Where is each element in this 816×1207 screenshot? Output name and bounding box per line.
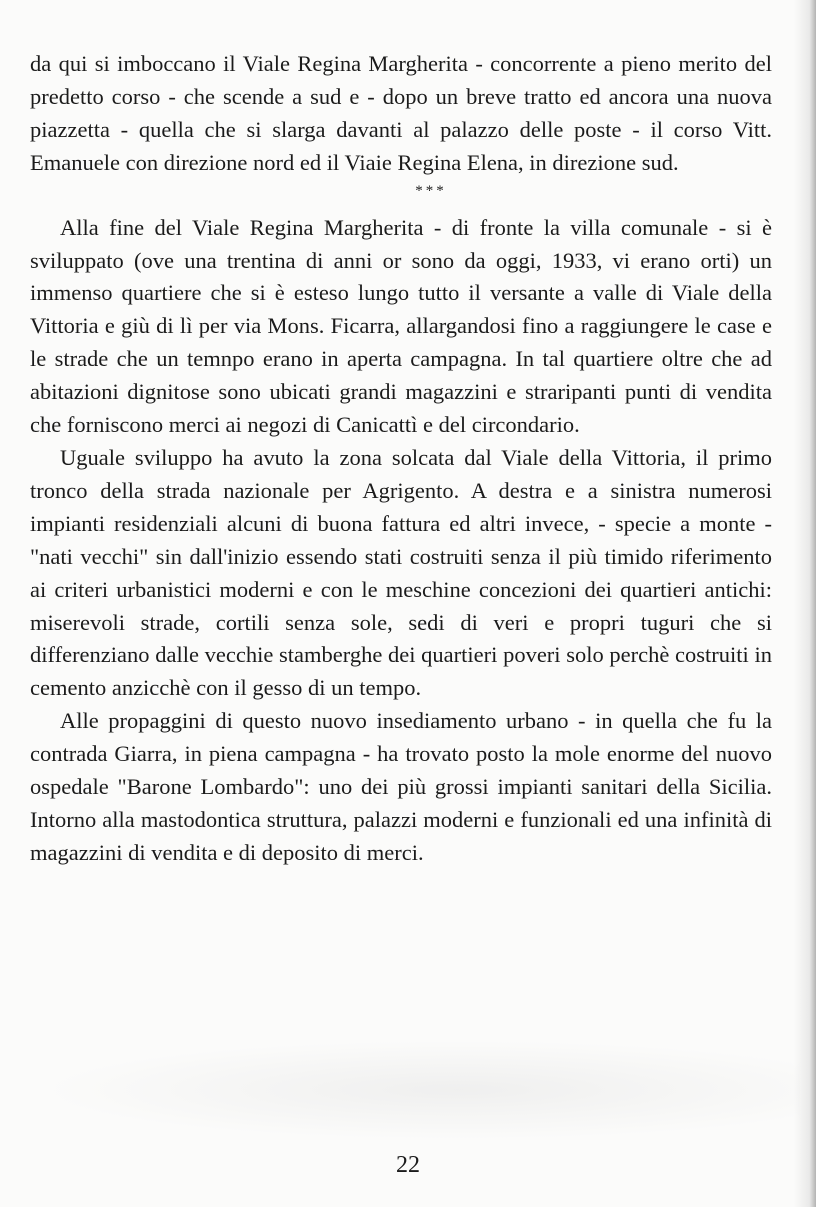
- paragraph: Alla fine del Viale Regina Margherita - di fronte la villa comunale - si è sviluppato (ove una trentina di anni or sono da oggi, 1933, vi erano orti) un immenso quartiere che si è esteso lungo tutto il versante a valle di Viale della Vittoria e giù di lì per via Mons. Ficarra, allargandosi fino a raggiungere le case e le strade che un temnpo erano in aperta campagna. In tal quartiere oltre che ad abitazioni dignitose sono ubicati grandi magazzini e straripanti punti di vendita che forniscono merci ai negozi di Canicattì e del circondario.: [30, 214, 772, 438]
- body-text: [30, 48, 772, 870]
- paragraph: Alle propaggini di questo nuovo insediamento urbano - in quella che fu la contrada Giarra, in piena campagna - ha trovato posto la mole enorme del nuovo ospedale "Barone Lombardo": uno dei più grossi impianti sanitari della Sicilia. Intorno alla mastodontica struttura, palazzi moderni e funzionali ed una infinità di magazzini di vendita e di deposito di merci.: [30, 708, 772, 865]
- paragraph: da qui si imboccano il Viale Regina Margherita - concorrente a pieno merito del predetto corso - che scende a sud e - dopo un breve tratto ed ancora una nuova piazzetta - quella che si slarga davanti al palazzo delle poste - il corso Vitt. Emanuele con direzione nord ed il Viaie Regina Elena, in direzione sud.: [30, 51, 772, 175]
- section-separator: ***: [415, 182, 447, 199]
- bleed-through-text: [40, 1040, 800, 1140]
- page-number: 22: [396, 1152, 420, 1178]
- page-edge-shadow: [794, 0, 816, 1207]
- paragraph: Uguale sviluppo ha avuto la zona solcata dal Viale della Vittoria, il primo tronco della strada nazionale per Agrigento. A destra e a sinistra numerosi impianti residenziali alcuni di buona fattura ed altri invece, - specie a monte - "nati vecchi" sin dall'inizio essendo stati costruiti senza il più timido riferimento ai criteri urbanistici moderni e con le meschine concezioni dei quartieri antichi: miserevoli strade, cortili senza sole, sedi di veri e propri tuguri che si differenziano dalle vecchie stamberghe dei quartieri poveri solo perchè costruiti in cemento anzicchè con il gesso di un tempo.: [30, 444, 772, 701]
